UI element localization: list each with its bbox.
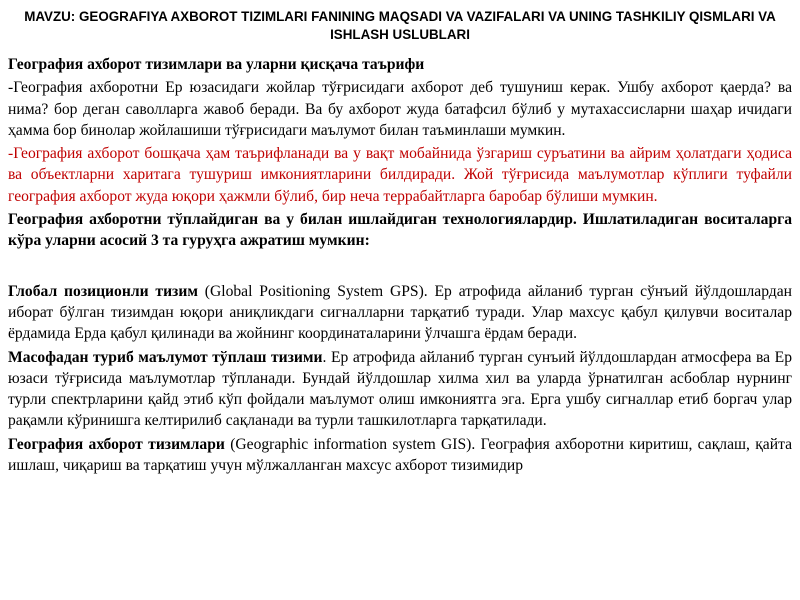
paragraph-gps [8,281,792,345]
paragraph-geo-info-red: -География ахборот бошқача ҳам таърифланади ва у вақт мобайнида ўзгариш суръатини ва айрим ҳолатдаги ҳодиса ва объектларни харитага тушуриш имкониятларини билдиради. Жой тўғрисида маълумотлар кўплиги туфайли география ахборот жуда юқори ҳажмли бўлиб, бир неча террабайтларга баробар бўлиши мумкин. [8,145,792,205]
spacer [8,254,792,281]
paragraph-geo-info: -География ахборотни Ер юзасидаги жойлар тўғрисидаги ахборот деб тушуниш керак. Ушбу ахборот қаерда? ва нима? бор деган саволларга жавоб беради. Ва бу ахборот жуда батафсил бўлиб у мутахассисларни шаҳар ичидаги ҳамма бор бинолар жойлашиши тўғрисидаги маълумот билан таъминлаши мумкин. [8,79,792,139]
gps-description: (Global Positioning System GPS). Ер атрофида айланиб турган сўнъий йўлдошлардан иборат бўлган тизимдан юқори аниқликдаги сигналларни тарқатиб туради. Улар махсус қабул қилувчи воситалар ёрдамида Ерда қабул қилинади ва жойнинг координаталарини ўлчашга ёрдам беради. [8,282,792,343]
remote-sensing-description: . Ер атрофида айланиб турган сунъий йўлдошлардан атмосфера ва Ер юзаси тўғрисида маълумотлар тўпланади. Бундай йўлдошлар хилма хил ва уларда ўрнатилган асбоблар нурнинг турли спектрларини қайд этиб кўп фойдали маълумот олиш имкониятга эга. Ерга ушбу сигналлар етиб боргач улар рақамли кўринишга келтирилиб сақланади ва турли ташкилотларга тарқатилади. [8,348,792,430]
gis-term: География ахборот тизимлари [8,435,225,453]
paragraph-technologies: География ахборотни тўплайдиган ва у билан ишлайдиган технологиялардир. Ишлатиладиган воситаларга кўра уларни асосий 3 та гуруҳга ажратиш мумкин: [8,211,792,250]
paragraph-gis [8,434,792,477]
slide-title: MAVZU: GEOGRAFIYA AXBOROT TIZIMLARI FANINING MAQSADI VA VAZIFALARI VA UNING TASHKILIY QISMLARI VA ISHLASH USLUBLARI [24,9,776,42]
gis-description: (Geographic information system GIS). География ахборотни киритиш, сақлаш, қайта ишлаш, чиқариш ва тарқатиш учун мўлжалланган махсус ахборот тизимидир [8,435,792,475]
definition-heading: География ахборот тизимлари ва уларни қисқача таърифи [8,56,425,73]
paragraph-remote-sensing [8,347,792,432]
remote-sensing-term: Масофадан туриб маълумот тўплаш тизими [8,348,323,366]
gps-term: Глобал позиционли тизим [8,282,198,300]
